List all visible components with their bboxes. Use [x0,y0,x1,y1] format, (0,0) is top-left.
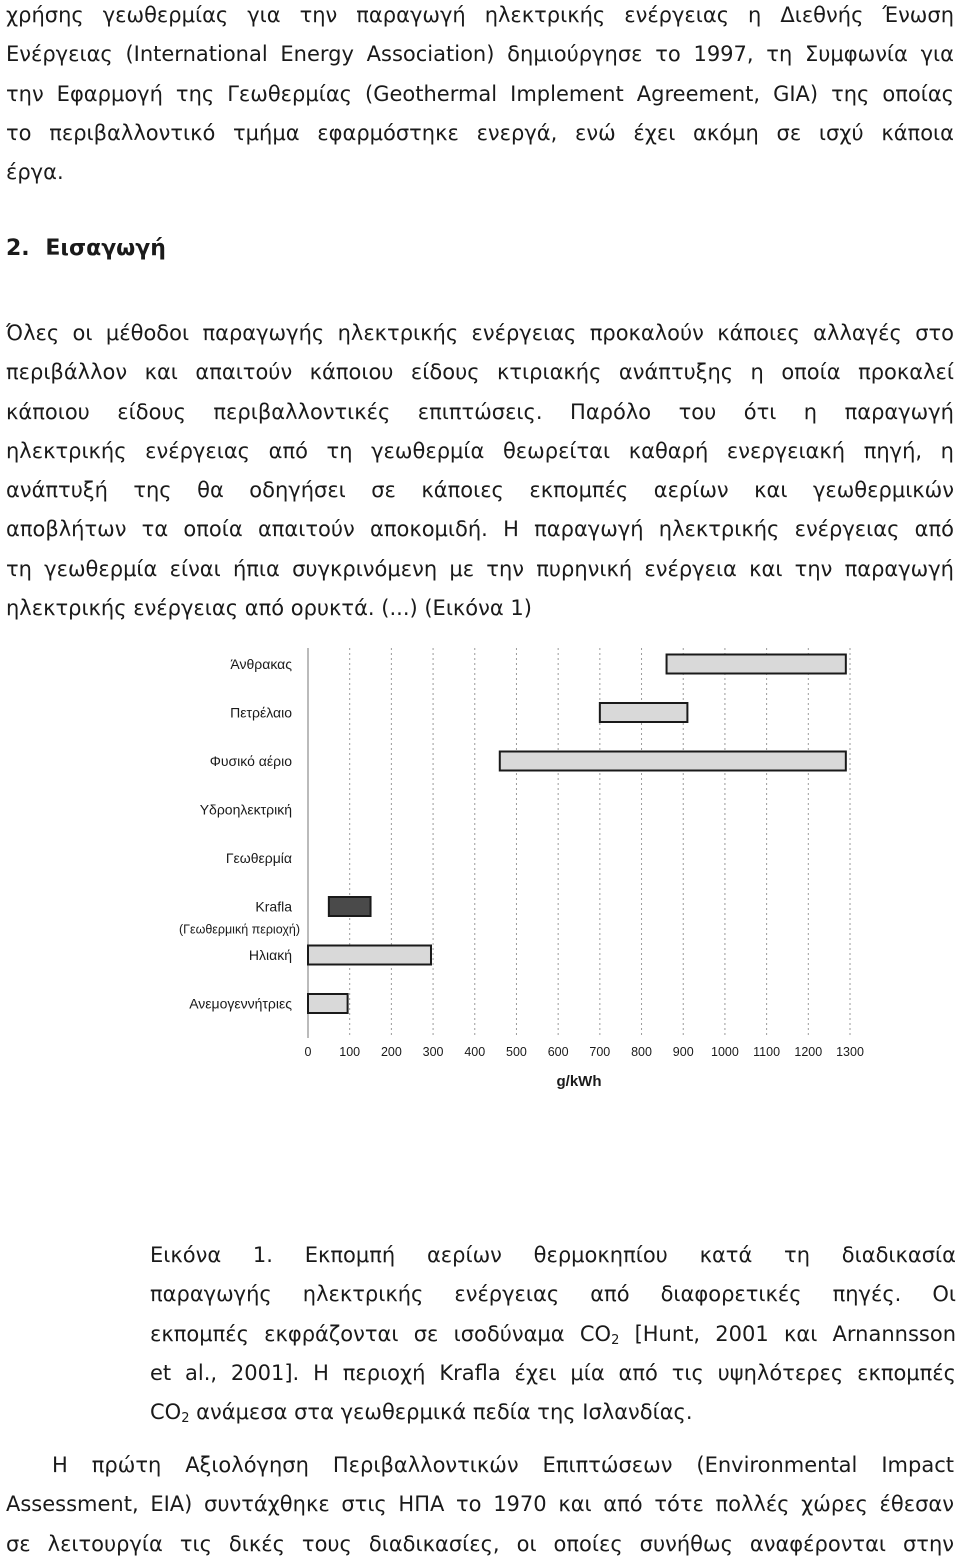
x-tick-label: 400 [464,1045,486,1059]
caption-text: [Hunt, 2001 και Arnannsson [619,1321,957,1346]
closing-paragraph [6,1446,954,1564]
section-number: 2. [6,236,30,261]
intro-paragraph [6,0,954,192]
bar [308,994,348,1013]
subscript: 2 [611,1332,620,1348]
text-line: σε λειτουργία τις δικές τους διαδικασίες, οι οποίες συνήθως αναφέρονται στην [6,1531,954,1556]
x-tick-label: 1300 [836,1045,864,1059]
text-line: έργα. [6,160,64,185]
x-tick-label: 500 [506,1045,527,1059]
category-label: Φυσικό αέριο [209,753,292,769]
emissions-chart [150,640,870,1100]
caption-text: ανάμεσα στα γεωθερμικά πεδία της Ισλανδίας. [189,1400,693,1425]
x-tick-label: 200 [380,1045,402,1059]
x-tick-label: 1100 [753,1045,781,1059]
category-label: Ανεμογεννήτριες [189,995,292,1012]
text-line: την Εφαρμογή της Γεωθερμίας (Geothermal Implement Agreement, GIA) της οποίας [6,81,954,106]
x-tick-label: 900 [672,1045,694,1059]
x-tick-label: 600 [547,1045,569,1059]
caption-line [150,1393,956,1432]
x-tick-label: 700 [589,1045,611,1059]
caption-text: CO [150,1400,182,1425]
text-line: Όλες οι μέθοδοι παραγωγής ηλεκτρικής ενέργειας προκαλούν κάποιες αλλαγές στο [6,321,954,345]
x-tick-label: 800 [631,1045,652,1059]
x-tick-label: 1000 [711,1045,739,1059]
x-axis-label: g/kWh [556,1073,602,1090]
caption-text: εκπομπές εκφράζονται σε ισοδύναμα CO [150,1321,612,1346]
bar [600,703,688,722]
x-tick-label: 0 [304,1045,312,1059]
section-heading [6,236,166,261]
text-line: τη γεωθερμία είναι ήπια συγκρινόμενη με την πυρηνική ενέργεια και την παραγωγή [6,556,954,581]
text-line: ηλεκτρικής ενέργειας από ορυκτά. (...) (Εικόνα 1) [6,596,532,621]
x-tick-label: 300 [422,1045,444,1059]
category-label: Υδροηλεκτρική [199,801,292,818]
caption-line: et al., 2001]. Η περιοχή Krafla έχει μία από τις υψηλότερες εκπομπές [150,1360,956,1385]
text-line: αποβλήτων τα οποία απαιτούν αποκομιδή. Η παραγωγή ηλεκτρικής ενέργειας από [6,517,954,542]
x-tick-label: 1200 [794,1045,823,1059]
category-label: Krafla [255,898,292,915]
body-paragraph [6,314,954,628]
bar [329,897,371,916]
text-line: Ενέργειας (International Energy Association) δημιούργησε το 1997, τη Συμφωνία για [6,42,954,67]
bar [667,655,846,674]
text-line: χρήσης γεωθερμίας για την παραγωγή ηλεκτρικής ενέργειας η Διεθνής Ένωση [6,3,954,27]
category-label: Γεωθερμία [225,850,292,866]
category-label: Άνθρακας [230,656,292,672]
category-label: Πετρέλαιο [230,704,292,721]
figure-caption [150,1236,956,1432]
section-title: Εισαγωγή [45,236,166,261]
category-label: Ηλιακή [248,947,292,963]
caption-line: παραγωγής ηλεκτρικής ενέργειας από διαφορετικές πηγές. Οι [150,1282,956,1307]
bar [308,946,431,965]
caption-line: Εικόνα 1. Εκπομπή αερίων θερμοκηπίου κατά τη διαδικασία [150,1243,956,1267]
text-line: ηλεκτρικής ενέργειας από τη γεωθερμία θεωρείται καθαρή ενεργειακή πηγή, η [6,438,954,463]
bar [500,752,846,771]
text-line: το περιβαλλοντικό τμήμα εφαρμόστηκε ενεργά, ενώ έχει ακόμη σε ισχύ κάποια [6,120,954,145]
x-tick-label: 100 [339,1045,361,1059]
text-line: Η πρώτη Αξιολόγηση Περιβαλλοντικών Επιπτώσεων (Environmental Impact [52,1453,954,1477]
text-line: περιβάλλον και απαιτούν κάποιου είδους κτιριακής ανάπτυξης η οποία προκαλεί [6,360,954,385]
caption-line [150,1315,956,1354]
subscript: 2 [181,1411,190,1427]
category-sublabel: (Γεωθερμική περιοχή) [178,922,300,937]
text-line: κάποιου είδους περιβαλλοντικές επιπτώσεις. Παρόλο του ότι η παραγωγή [6,399,954,424]
text-line: Assessment, EIA) συντάχθηκε στις ΗΠΑ το 1970 και από τότε πολλές χώρες έθεσαν [6,1492,954,1517]
text-line: ανάπτυξή της θα οδηγήσει σε κάποιες εκπομπές αερίων και γεωθερμικών [6,478,954,503]
